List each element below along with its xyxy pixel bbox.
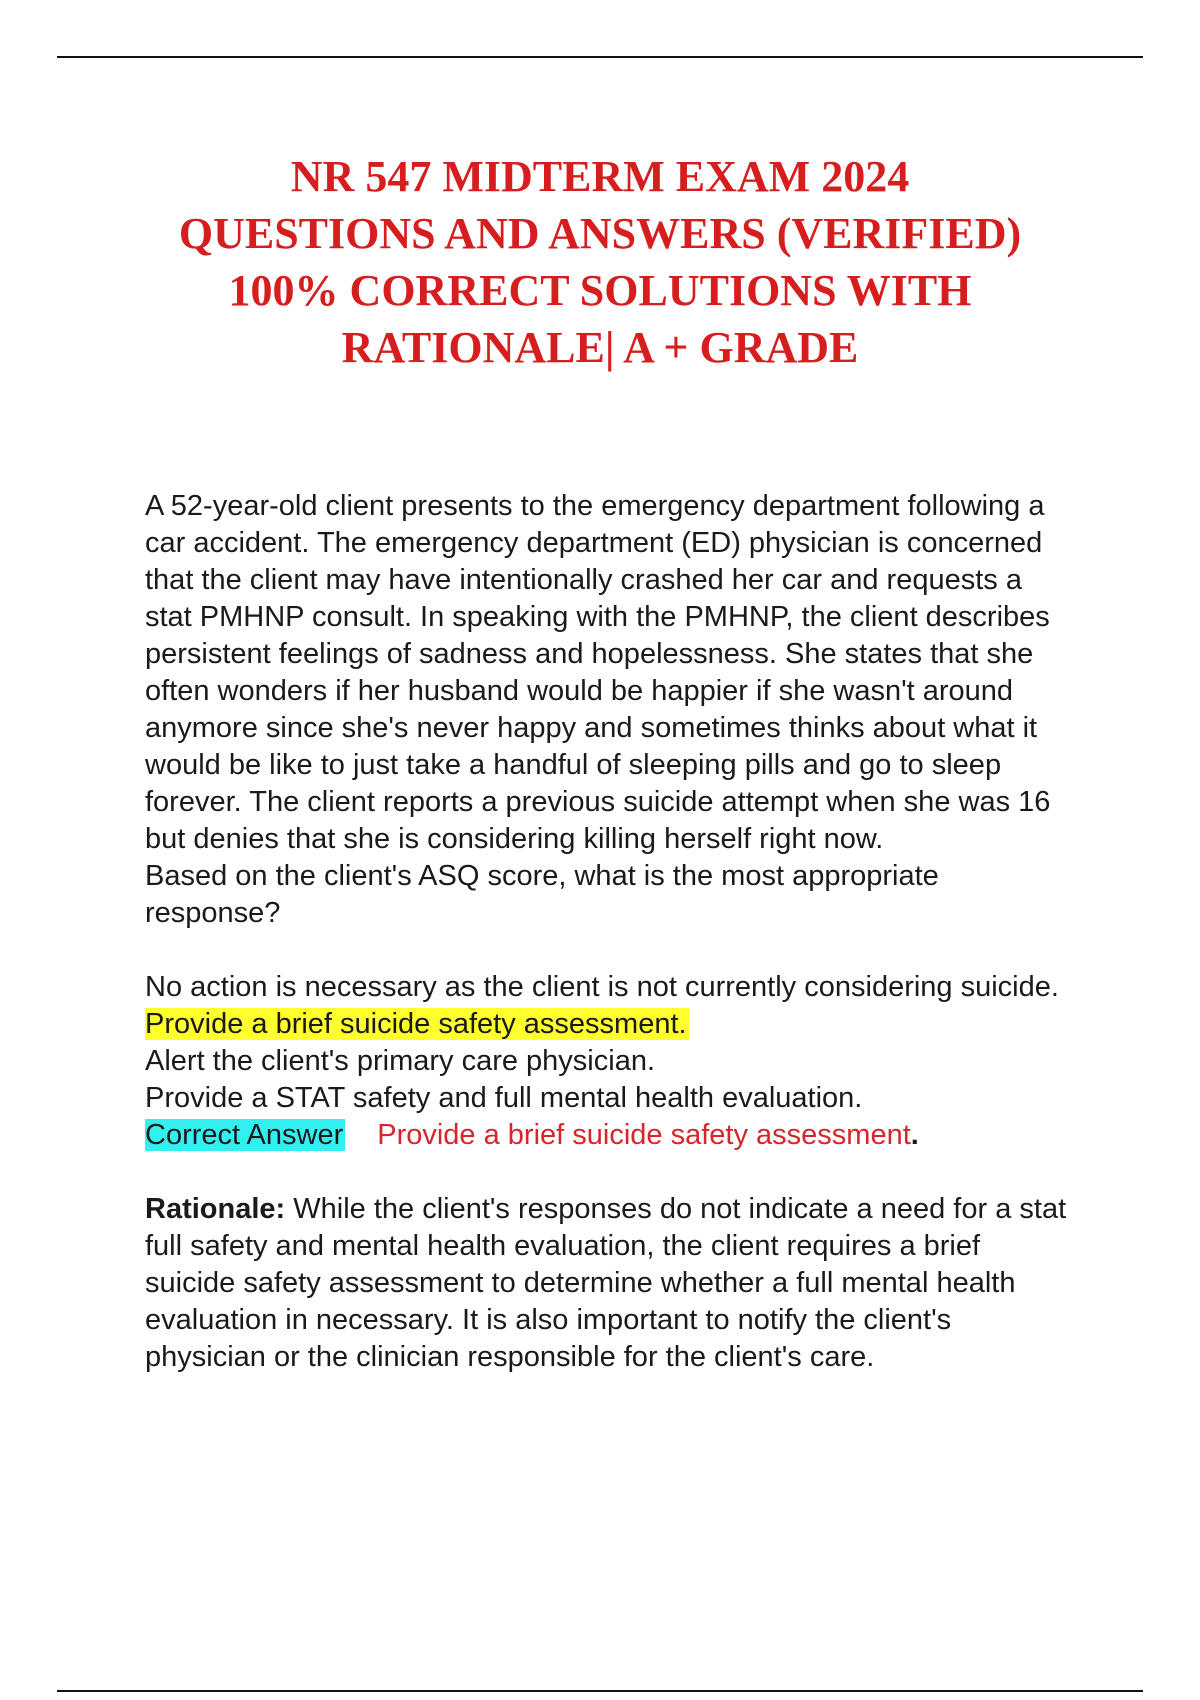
option-3: Alert the client's primary care physician. [145,1045,656,1077]
option-4: Provide a STAT safety and full mental health evaluation. [145,1082,863,1114]
question-prompt: Based on the client's ASQ score, what is the most appropriate response? [145,860,939,929]
option-2-highlighted: Provide a brief suicide safety assessment. [145,1008,687,1040]
question-scenario: A 52-year-old client presents to the emergency department following a car accident. The emergency department (ED) physician is concerned that the client may have intentionally crashed her car and requests a stat PMHNP consult. In speaking with the PMHNP, the client describes persistent feelings of sadness and hopelessness. She states that she often wonders if her husband would be happier if she wasn't around anymore since she's never happy and sometimes thinks about what it would be like to just take a handful of sleeping pills and go to sleep forever. The client reports a previous suicide attempt when she was 16 but denies that she is considering killing herself right now. [145,490,1051,855]
rationale-text: While the client's responses do not indicate a need for a stat full safety and mental health evaluation, the client requires a brief suicide safety assessment to determine whether a full mental health evaluation in necessary. It is also important to notify the client's physician or the clinician responsible for the client's care. [145,1193,1067,1373]
spacer [145,1154,1075,1191]
correct-answer-line [145,1117,1075,1154]
option-2 [145,1006,1075,1043]
correct-answer-label: Correct Answer [145,1119,344,1151]
rationale-paragraph [145,1191,1075,1376]
top-rule [57,56,1143,58]
rationale-label: Rationale: [145,1193,286,1225]
correct-answer-period: . [910,1119,919,1151]
question-block [145,488,1075,1376]
correct-answer-text: Provide a brief suicide safety assessment [377,1119,911,1151]
option-1: No action is necessary as the client is not currently considering suicide. [145,971,1059,1003]
document-title: NR 547 MIDTERM EXAM 2024 QUESTIONS AND ANSWERS (VERIFIED) 100% CORRECT SOLUTIONS WITH RATIONALE| A + GRADE [178,152,1022,372]
spacer [145,932,1075,969]
bottom-rule [57,1690,1143,1692]
